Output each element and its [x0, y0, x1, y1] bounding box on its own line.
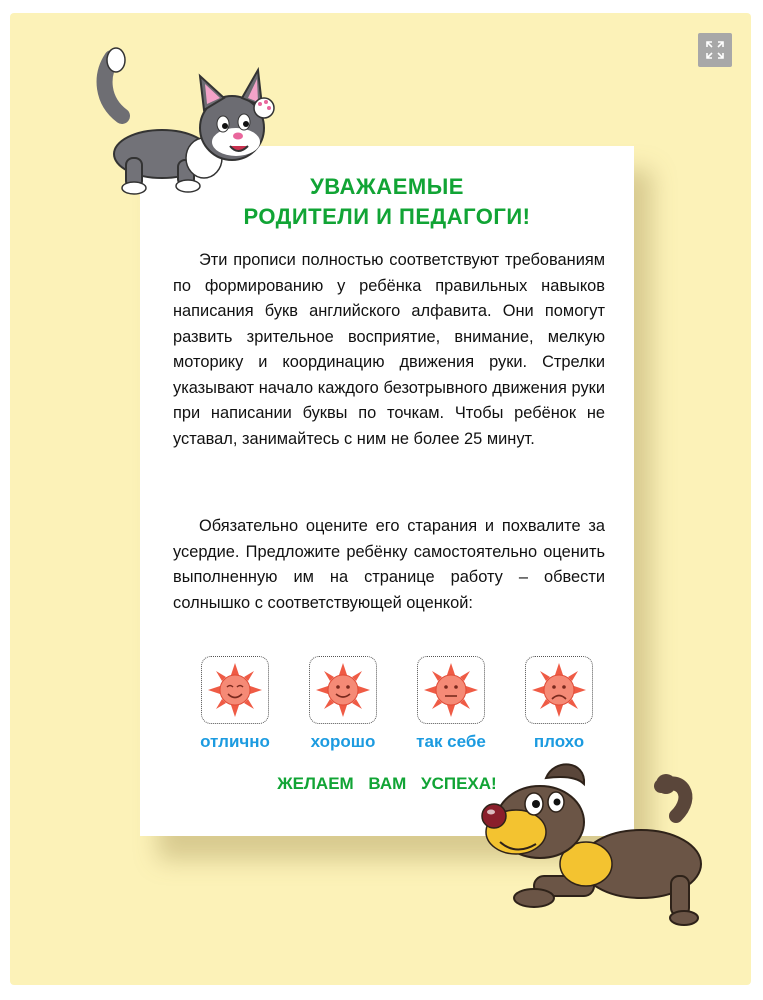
sun-box: [309, 656, 377, 724]
rating-label: хорошо: [310, 732, 376, 751]
sun-box: [525, 656, 593, 724]
rating-so-so[interactable]: [396, 656, 506, 752]
expand-icon: [698, 33, 732, 67]
sun-smile-icon: [310, 657, 376, 723]
sun-box: [201, 656, 269, 724]
rating-label: плохо: [533, 732, 585, 751]
paragraph-assessment: Обязательно оцените его старания и похвалите за усердие. Предложите ребёнку самостоятельно оценить выполненную им на странице работу – обвести солнышко с соответствующей оценкой:: [173, 517, 605, 612]
rating-label: отлично: [200, 732, 270, 751]
sun-sad-icon: [526, 657, 592, 723]
sun-neutral-icon: [418, 657, 484, 723]
title-line-1: УВАЖАЕМЫЕ: [310, 174, 464, 199]
title-line-2: РОДИТЕЛИ И ПЕДАГОГИ!: [243, 204, 531, 229]
expand-button[interactable]: [698, 33, 732, 67]
rating-bad[interactable]: [504, 656, 614, 752]
sun-box: [417, 656, 485, 724]
dog-illustration: [476, 756, 726, 936]
paragraph-intro: Эти прописи полностью соответствуют требованиям по формированию у ребёнка правильных навыков написания букв английского алфавита. Они помогут развить зрительное восприятие, внимание, мелкую моторику и координацию движения руки. Стрелки указывают начало каждого безотрывного движения руки при написании буквы по точкам. Чтобы ребёнок не уставал, занимайтесь с ним не более 25 минут.: [173, 251, 605, 448]
rating-good[interactable]: [288, 656, 398, 752]
info-card: [140, 146, 634, 836]
cat-illustration: [92, 46, 282, 196]
rating-excellent[interactable]: [180, 656, 290, 752]
rating-label: так себе: [416, 732, 486, 751]
sun-happy-wink-icon: [202, 657, 268, 723]
wish-text: ЖЕЛАЕМ ВАМ УСПЕХА!: [277, 774, 497, 793]
rating-suns: [180, 656, 600, 756]
